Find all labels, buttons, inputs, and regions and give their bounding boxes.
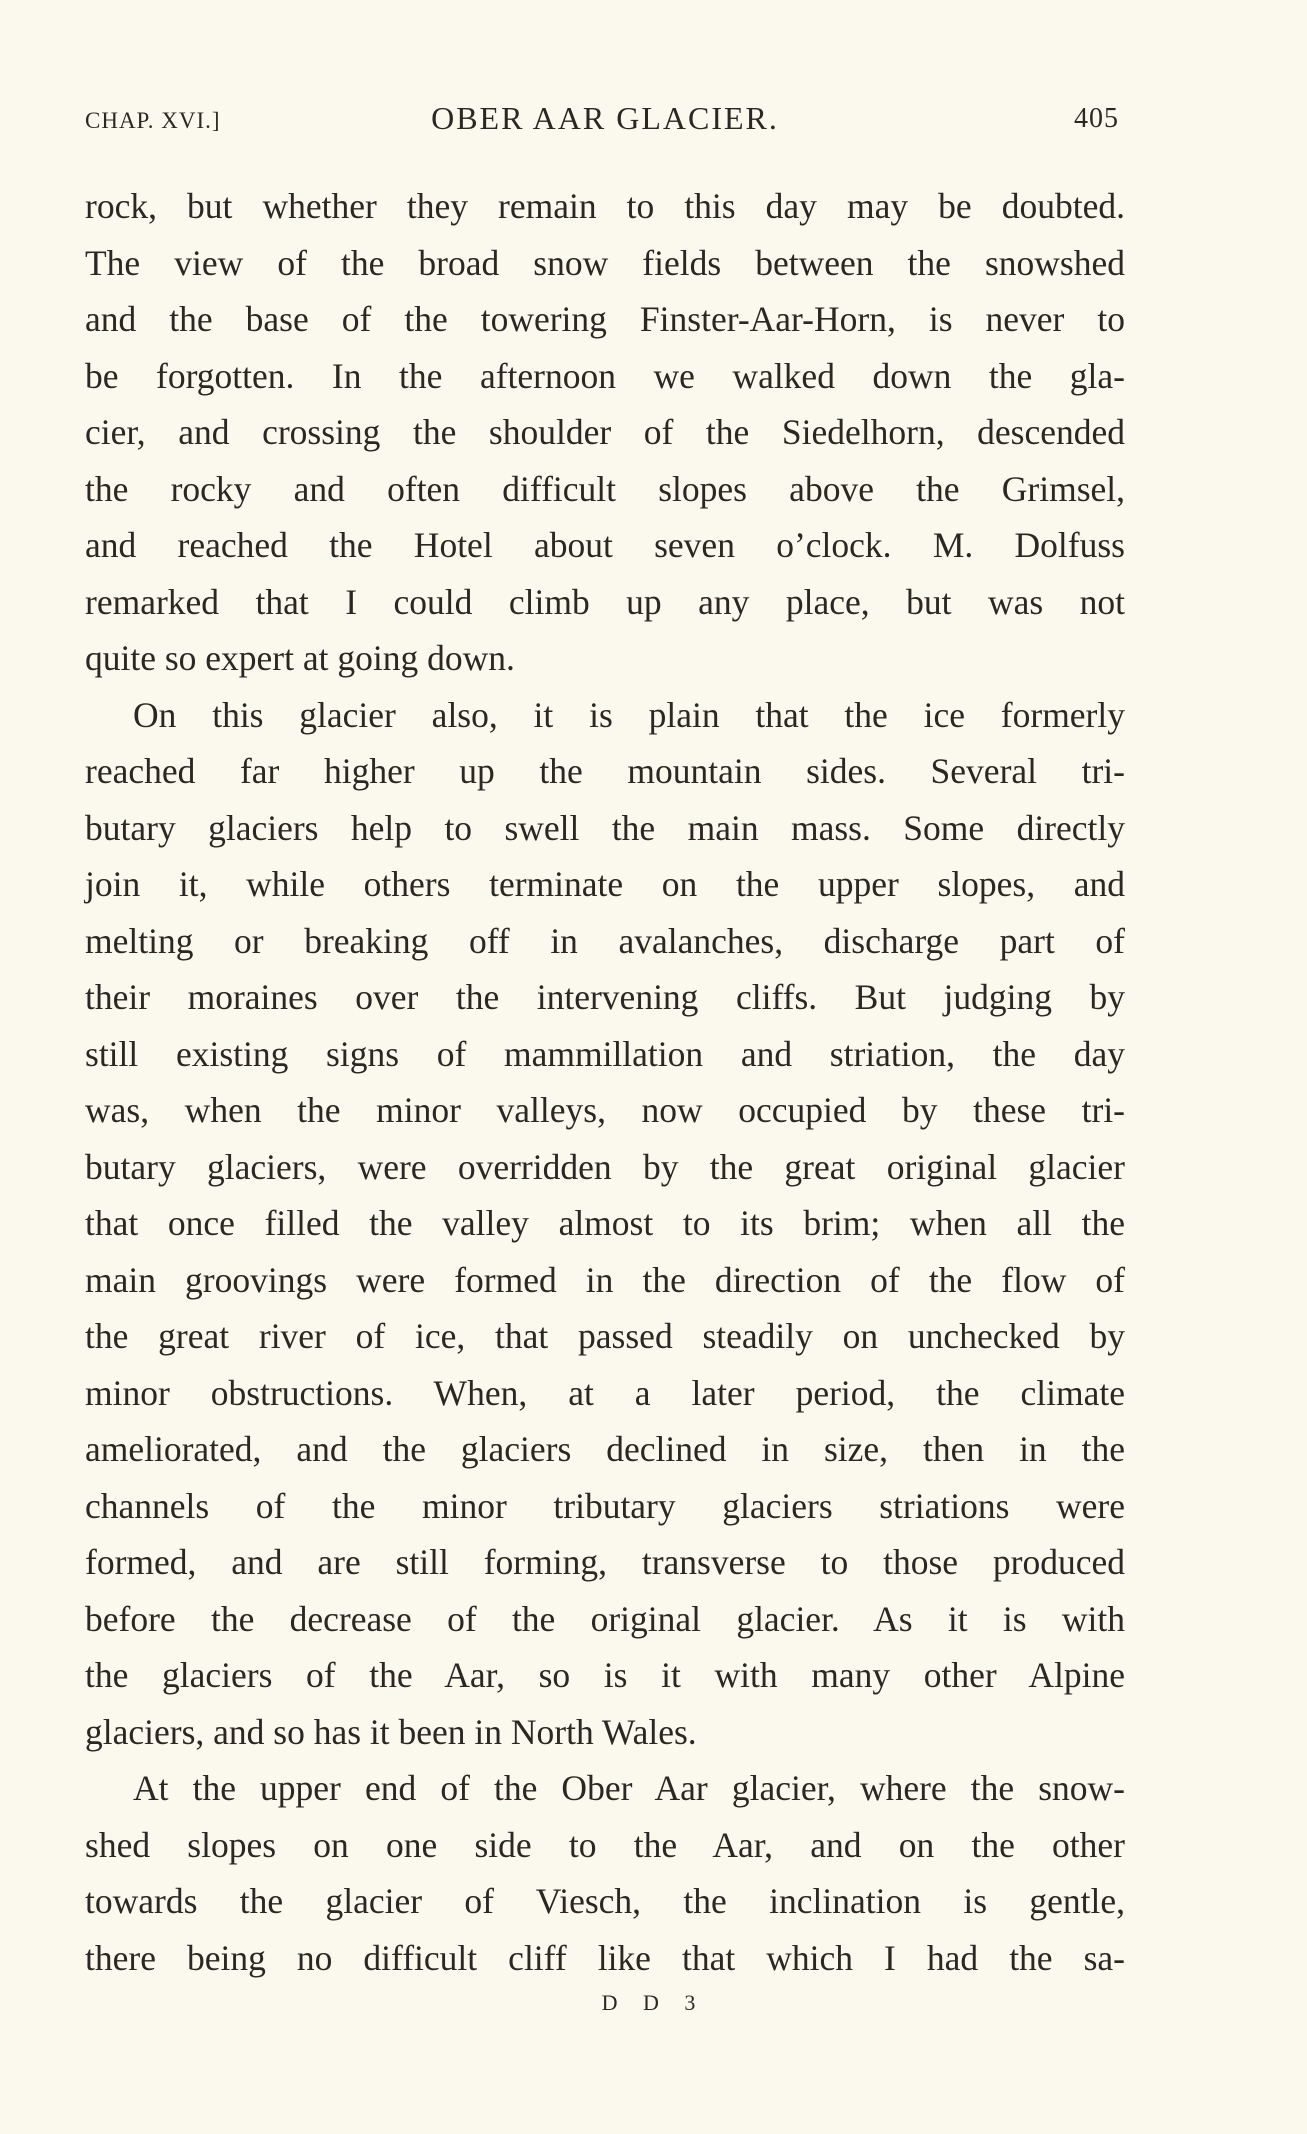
page-title: OBER AAR GLACIER. [431, 100, 779, 136]
text-line: before the decrease of the original glacier. As it is with [85, 1598, 1125, 1639]
text-line: rock, but whether they remain to this day may be doubted. [85, 186, 1125, 226]
text-line: was, when the minor valleys, now occupied by these tri- [85, 1090, 1125, 1130]
text-line: cier, and crossing the shoulder of the Siedelhorn, descended [85, 412, 1125, 452]
text-line: that once filled the valley almost to its brim; when all the [85, 1203, 1125, 1243]
text-line: their moraines over the intervening cliffs. But judging by [85, 977, 1125, 1017]
text-line: melting or breaking off in avalanches, discharge part of [85, 920, 1125, 961]
text-line: quite so expert at going down. [85, 638, 515, 678]
running-header [85, 100, 1125, 150]
chapter-label: CHAP. XVI.] [85, 108, 221, 133]
text-line: butary glaciers help to swell the main mass. Some directly [85, 807, 1125, 848]
text-line: shed slopes on one side to the Aar, and on the other [85, 1824, 1125, 1865]
text-line: remarked that I could climb up any place, but was not [85, 581, 1125, 622]
text-line: ameliorated, and the glaciers declined in size, then in the [85, 1429, 1125, 1469]
page-number: 405 [1074, 103, 1119, 134]
text-line: there being no difficult cliff like that which I had the sa- [85, 1937, 1125, 1978]
text-line: and the base of the towering Finster-Aar-Horn, is never to [85, 299, 1125, 339]
text-line: the great river of ice, that passed steadily on unchecked by [85, 1316, 1125, 1356]
text-line: join it, while others terminate on the upper slopes, and [85, 864, 1125, 904]
text-line: butary glaciers, were overridden by the great original glacier [85, 1146, 1125, 1187]
text-line: still existing signs of mammillation and striation, the day [85, 1033, 1125, 1074]
text-line: and reached the Hotel about seven o’clock. M. Dolfuss [85, 525, 1125, 565]
text-line: The view of the broad snow fields between the snowshed [85, 242, 1125, 283]
text-line: reached far higher up the mountain sides. Several tri- [85, 751, 1125, 791]
body-text [85, 178, 1125, 1986]
text-line: the rocky and often difficult slopes above the Grimsel, [85, 468, 1125, 509]
signature-mark: D D 3 [601, 1990, 706, 2015]
text-line: formed, and are still forming, transverse to those produced [85, 1542, 1125, 1582]
text-line: minor obstructions. When, at a later period, the climate [85, 1372, 1125, 1413]
text-line: channels of the minor tributary glaciers striations were [85, 1485, 1125, 1526]
text-line: be forgotten. In the afternoon we walked down the gla- [85, 355, 1125, 396]
text-line: towards the glacier of Viesch, the inclination is gentle, [85, 1881, 1125, 1921]
text-line: On this glacier also, it is plain that the ice formerly [133, 694, 1125, 735]
text-line: main groovings were formed in the direction of the flow of [85, 1259, 1125, 1300]
text-line: At the upper end of the Ober Aar glacier, where the snow- [133, 1768, 1125, 1808]
text-line: glaciers, and so has it been in North Wales. [85, 1711, 697, 1752]
text-line: the glaciers of the Aar, so is it with many other Alpine [85, 1655, 1125, 1695]
